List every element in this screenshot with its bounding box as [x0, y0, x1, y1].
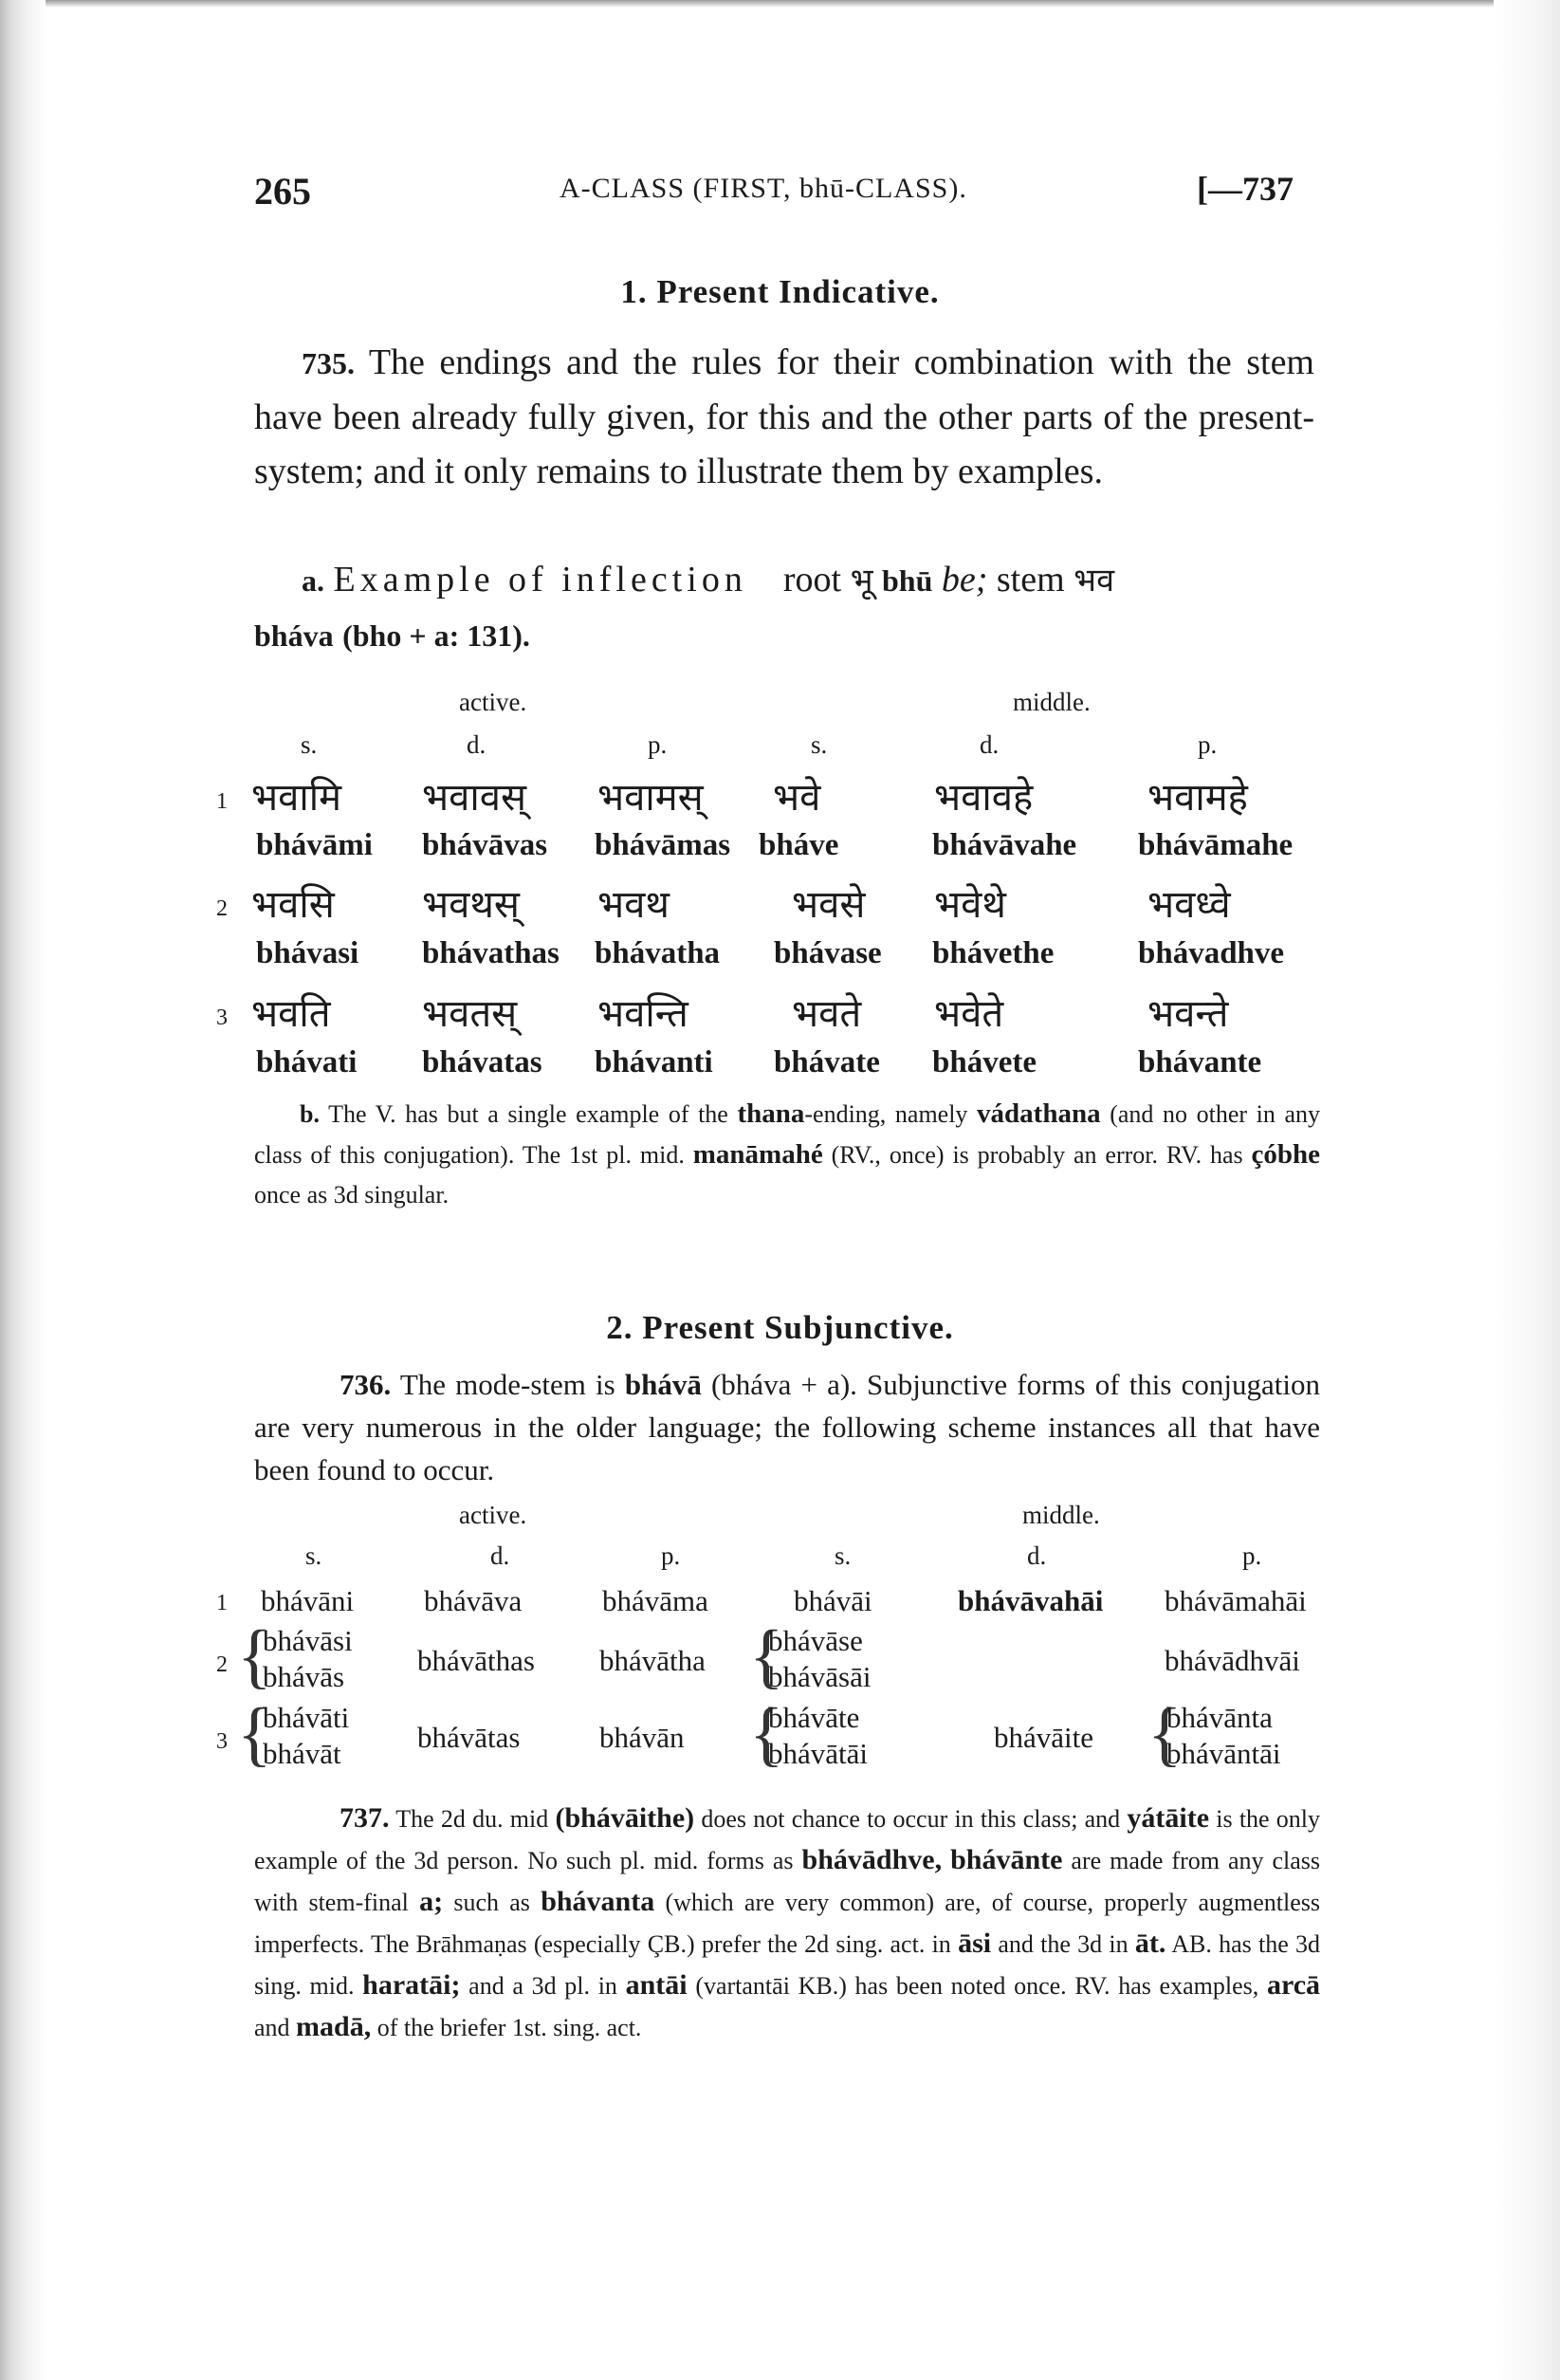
devanagari-form: भवध्वे	[1147, 883, 1231, 927]
term: vádathana	[977, 1098, 1101, 1129]
spaced-heading: Example of inflection	[333, 560, 747, 600]
subjunctive-form: bhávās	[263, 1660, 345, 1693]
transliterated-form: bhávanti	[595, 1045, 713, 1079]
row-number: 3	[216, 1006, 228, 1030]
text-run: and	[254, 2014, 290, 2041]
text-run: (vartantāi KB.) has been noted once. RV. has examples,	[695, 1972, 1259, 2000]
stem-transliteration: bháva	[254, 618, 334, 653]
stem-derivation: (bho + a: 131).	[342, 618, 530, 653]
term: (bhávāithe)	[555, 1802, 695, 1834]
transliterated-form: bhávāvahe	[932, 828, 1077, 862]
devanagari-form: भवावस्	[422, 776, 526, 820]
subjunctive-form: bhávātāi	[768, 1737, 869, 1770]
text-run: are made from any class with stem-final	[254, 1847, 1321, 1916]
transliterated-form: bhávate	[774, 1045, 880, 1079]
term: arcā	[1266, 1969, 1321, 2001]
table1-col-head: s.	[301, 730, 318, 759]
transliterated-form: bhávāmahe	[1138, 828, 1294, 862]
root-devanagari: भू	[850, 562, 873, 600]
brace-glyph: {	[237, 1694, 272, 1774]
table1-middle-label: middle.	[1013, 688, 1091, 716]
section-ref: [—737	[1197, 170, 1294, 208]
row-number: 1	[216, 789, 228, 814]
devanagari-form: भवसे	[792, 883, 866, 927]
subjunctive-form: bhávātas	[417, 1721, 521, 1754]
transliterated-form: bhávatas	[422, 1045, 542, 1079]
devanagari-form: भवामस्	[597, 776, 704, 820]
transliterated-form: bhávasi	[256, 936, 359, 970]
text-run: of the briefer 1st. sing. act.	[376, 2014, 642, 2041]
paragraph-text: The endings and the rules for their combination with the stem have been already fully given, for this and the other parts of the present-system; and it only remains to illustrate them by examples.	[254, 342, 1314, 491]
devanagari-form: भवसि	[251, 883, 335, 927]
section-heading-present-subjunctive: 2. Present Subjunctive.	[606, 1309, 954, 1346]
root-word: root	[782, 560, 842, 600]
paragraph-a	[254, 553, 1326, 663]
transliterated-form: bhávāvas	[422, 828, 548, 862]
subjunctive-form: bhávāt	[263, 1737, 341, 1770]
devanagari-form: भवे	[773, 776, 821, 820]
page-number: 265	[254, 170, 311, 212]
scan-edge-top	[0, 0, 1560, 8]
paragraph-735	[254, 336, 1314, 499]
subjunctive-form: bhávātha	[599, 1644, 706, 1677]
subjunctive-form: bhávāmahāi	[1165, 1584, 1307, 1617]
term: āsi	[958, 1928, 992, 1959]
table2-col-head: p.	[661, 1541, 681, 1570]
table2-col-head: s.	[835, 1541, 852, 1570]
subjunctive-form: bhávāma	[602, 1584, 708, 1617]
devanagari-form: भवथ	[597, 883, 670, 927]
devanagari-form: भवते	[792, 992, 862, 1036]
devanagari-form: भवथस्	[422, 883, 520, 927]
subjunctive-form: bhávāse	[768, 1624, 863, 1657]
term: haratāi;	[362, 1969, 461, 2001]
table2-col-head: d.	[490, 1541, 510, 1570]
term: manāmahé	[692, 1139, 823, 1170]
text-run: and the 3d in	[998, 1930, 1129, 1958]
root-transliteration: bhū	[881, 563, 933, 598]
subjunctive-form: bhávāntāi	[1166, 1737, 1281, 1770]
term: bhávā	[624, 1368, 702, 1401]
term: antāi	[625, 1969, 688, 2001]
table2-col-head: s.	[305, 1541, 322, 1570]
devanagari-form: भवति	[251, 992, 331, 1036]
devanagari-form: भवावहे	[934, 776, 1034, 820]
subjunctive-form: bhávāite	[994, 1721, 1094, 1754]
term: āt.	[1134, 1928, 1166, 1959]
table2-col-head: p.	[1242, 1541, 1262, 1570]
root-gloss: be;	[941, 560, 988, 600]
transliterated-form: bhávāmas	[595, 828, 731, 862]
paragraph-number: 737.	[340, 1802, 390, 1834]
text-run: such as	[453, 1889, 530, 1916]
subjunctive-form: bhávāti	[263, 1701, 350, 1734]
stem-devanagari: भव	[1074, 562, 1114, 600]
devanagari-form: भवन्ते	[1147, 992, 1229, 1036]
subjunctive-form: bhávāsāi	[768, 1660, 872, 1693]
running-title: A-CLASS (FIRST, bhū-CLASS).	[560, 173, 967, 204]
table2-middle-label: middle.	[1022, 1501, 1100, 1529]
text-run: The mode-stem is	[399, 1368, 615, 1401]
term: madā,	[296, 2011, 372, 2042]
term: yátāite	[1127, 1802, 1210, 1834]
section-heading-present-indicative: 1. Present Indicative.	[620, 273, 940, 310]
table1-col-head: s.	[811, 730, 828, 759]
table2-col-head: d.	[1027, 1541, 1047, 1570]
text-run: -ending, namely	[804, 1100, 968, 1128]
brace-glyph: {	[237, 1616, 272, 1696]
text-run: The 2d du. mid	[395, 1805, 549, 1833]
term: bhávādhve,	[801, 1844, 943, 1875]
term: çóbhe	[1251, 1139, 1321, 1170]
table1-active-label: active.	[459, 688, 527, 716]
paragraph-label: b.	[300, 1100, 320, 1128]
paragraph-number: 736.	[340, 1368, 392, 1401]
table1-col-head: d.	[980, 730, 1000, 759]
table1-col-head: p.	[648, 730, 668, 759]
subjunctive-form: bhávāva	[424, 1584, 523, 1617]
stem-word: stem	[996, 560, 1065, 600]
term: a;	[419, 1886, 444, 1917]
paragraph-label: a.	[302, 563, 324, 598]
text-run: does not chance to occur in this class; and	[701, 1805, 1121, 1833]
transliterated-form: bhávethe	[932, 936, 1055, 970]
transliterated-form: bhávatha	[595, 936, 721, 970]
transliterated-form: bhávāmi	[256, 828, 373, 862]
subjunctive-form: bhávān	[599, 1721, 685, 1754]
transliterated-form: bháve	[759, 828, 839, 862]
text-run: and a 3d pl. in	[468, 1972, 617, 2000]
transliterated-form: bhávathas	[422, 936, 560, 970]
brace-glyph: {	[1147, 1694, 1183, 1774]
subjunctive-form: bhávāi	[794, 1584, 872, 1617]
transliterated-form: bhávante	[1138, 1045, 1262, 1079]
term: thana	[737, 1098, 805, 1129]
scan-edge-left	[0, 0, 46, 2380]
row-number: 1	[216, 1591, 228, 1615]
subjunctive-form: bhávāvahāi	[958, 1584, 1104, 1617]
text-run: once as 3d singular.	[254, 1181, 450, 1208]
devanagari-form: भवेते	[934, 992, 1004, 1036]
term: bhávanta	[541, 1886, 655, 1917]
row-number: 3	[216, 1729, 228, 1754]
paragraph-number: 735.	[302, 346, 355, 380]
subjunctive-form: bhávāsi	[263, 1624, 353, 1657]
table1-col-head: p.	[1198, 730, 1218, 759]
brace-glyph: {	[749, 1694, 784, 1774]
transliterated-form: bhávati	[256, 1045, 358, 1079]
text-run: The V. has but a single example of the	[328, 1100, 728, 1128]
text-run: is the only example of the 3d person. No such pl. mid. forms as	[254, 1805, 1321, 1874]
text-run: (RV., once) is probably an error. RV. has	[831, 1141, 1243, 1169]
paragraph-736	[254, 1363, 1320, 1491]
paragraph-737	[254, 1798, 1320, 2048]
subjunctive-form: bhávāte	[768, 1701, 860, 1734]
row-number: 2	[216, 1652, 228, 1677]
devanagari-form: भवामहे	[1147, 776, 1248, 820]
transliterated-form: bhávadhve	[1138, 936, 1285, 970]
scan-edge-right	[1494, 0, 1560, 2380]
text-run: AB. has the 3d sing. mid.	[254, 1930, 1321, 2000]
text-run: (and no other in any class of this conjugation). The 1st pl. mid.	[254, 1100, 1321, 1169]
devanagari-form: भवेथे	[934, 883, 1006, 927]
subjunctive-form: bhávāni	[261, 1584, 355, 1617]
table1-col-head: d.	[467, 730, 486, 759]
subjunctive-form: bhávānta	[1166, 1701, 1273, 1734]
devanagari-form: भवामि	[251, 776, 341, 820]
table2-active-label: active.	[459, 1501, 527, 1529]
transliterated-form: bhávete	[932, 1045, 1037, 1079]
devanagari-form: भवतस्	[422, 992, 518, 1036]
text-run: (which are very common) are, of course, properly augmentless imperfects. The Brāhmaṇas (especially ÇB.) prefer the 2d sing. act. in	[254, 1889, 1321, 1958]
brace-glyph: {	[749, 1616, 784, 1696]
devanagari-form: भवन्ति	[597, 992, 688, 1036]
paragraph-b	[254, 1094, 1320, 1215]
text-run: (bháva + a). Subjunctive forms of this conjugation are very numerous in the older language; the following scheme instances all that have been found to occur.	[254, 1368, 1320, 1486]
term: bhávānte	[950, 1844, 1063, 1875]
subjunctive-form: bhávāthas	[417, 1644, 535, 1677]
row-number: 2	[216, 896, 228, 921]
transliterated-form: bhávase	[774, 936, 882, 970]
subjunctive-form: bhávādhvāi	[1165, 1644, 1300, 1677]
